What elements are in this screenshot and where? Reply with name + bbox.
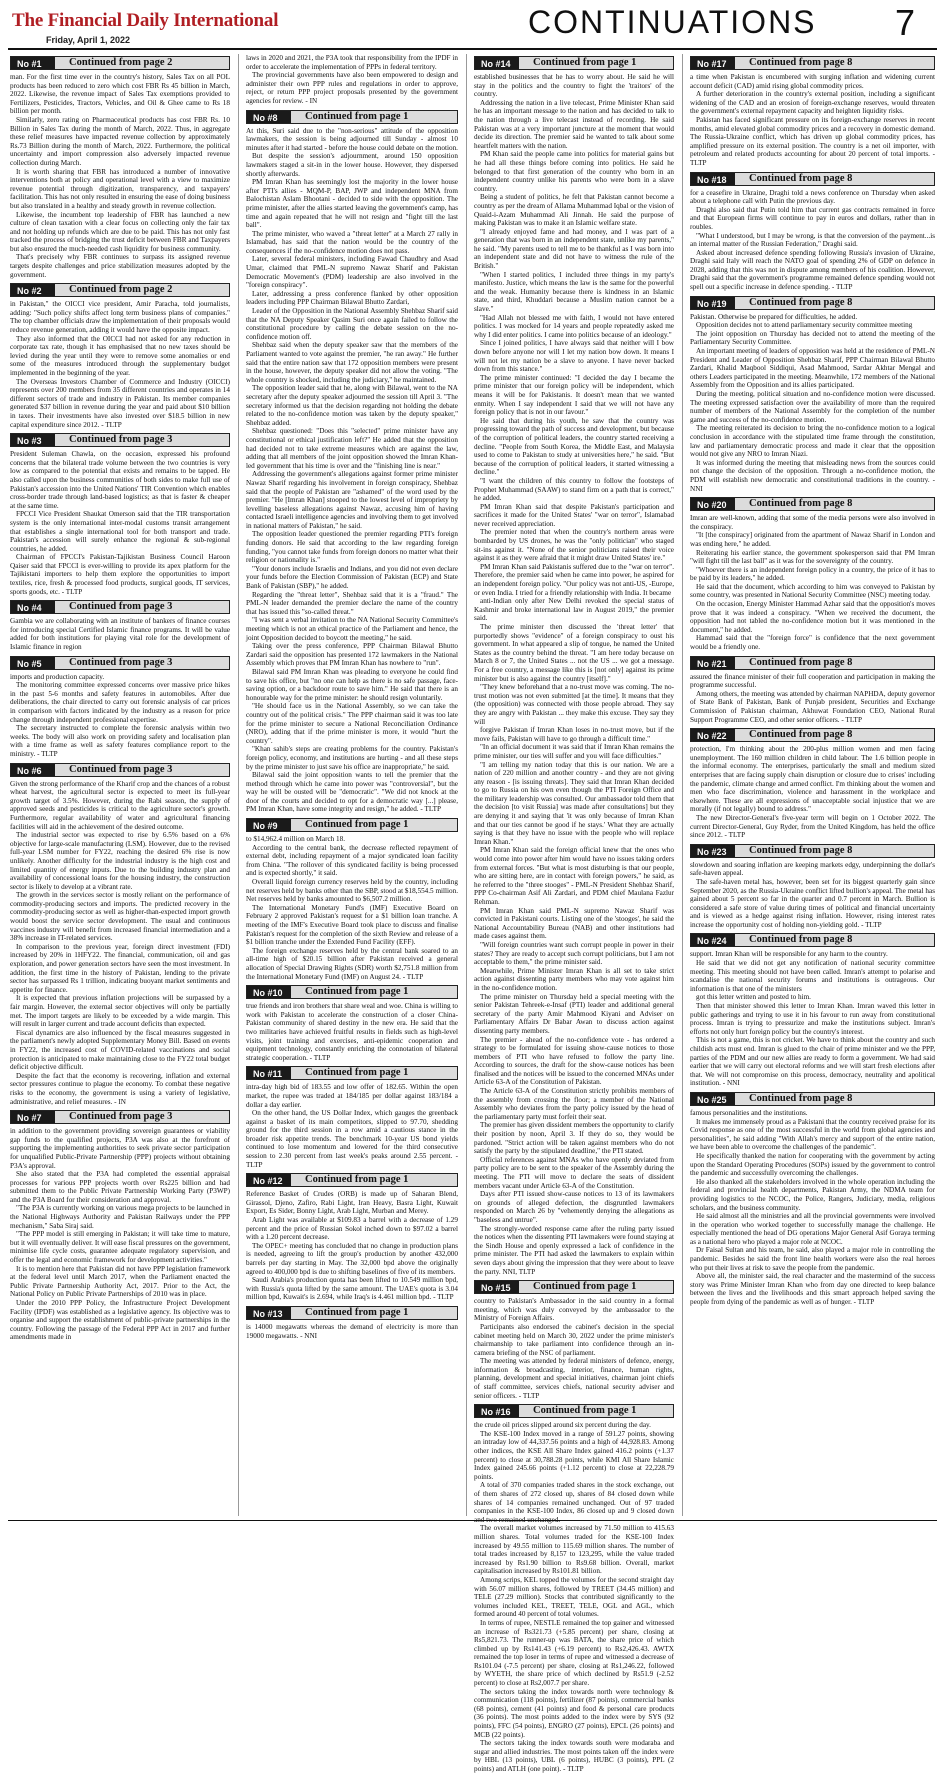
continued-from-label: Continued from page 3 (69, 763, 173, 775)
paragraph: The overall market volumes increased by 71.50 million to 415.63 million shares. Total volumes traded for the KSE-100 Index increased by 49.55 million to 115.69 million shares. The number of total trades increased by 8,157 to 123,295, while the value traded increased by Rs1.90 billion to Rs9.68 billion. Overall, market capitalisation increased by Rs101.81 billion. (474, 1524, 674, 1576)
item-body (246, 835, 458, 981)
item-body (474, 1297, 674, 1400)
item-number: No #2 (11, 284, 55, 296)
paragraph: Pakistan. Otherwise be prepared for difficulties, he added. (690, 312, 858, 321)
item-number: No #15 (475, 1281, 519, 1293)
paragraph: The new Director-General's five-year term will begin on 1 October 2022. The current Director-General, Guy Ryder, from the United Kingdom, has held the office since 2012. - TLTP (690, 813, 935, 840)
item-header (690, 296, 935, 310)
item-body (690, 1109, 935, 1307)
paragraph: He said that the document, which according to him was conveyed to Pakistan by some country, was presented in National Security Committee (NSC) meeting today. (690, 582, 935, 600)
item-header (246, 818, 458, 832)
masthead: The Financial Daily International (12, 10, 279, 31)
item-body (474, 1421, 674, 1773)
paragraph: Bilawal said the joint opposition wants to tell the premier that the method through which he came into power was "controversial", but the way he will be ousted will be "democratic". "We did not knock at the door of the courts and decided to opt for a democratic way [...] please, PM Imran Khan, have some integrity and resign," he added. - TLTP (246, 771, 458, 814)
item-number: No #23 (691, 845, 735, 857)
paragraph: The sectors taking the index towards south were modaraba and sugar and allied industries. The most points taken off the index were by HBL (13 points), UBL (6 points), HUBC (3 points), PPL (2 points) and ATLH (one point). - TLTP (474, 1739, 674, 1773)
continuation-item (246, 1066, 458, 1169)
paragraph: Addressing the government's allegations against former prime minister Nawaz Sharif regarding his involvement in foreign conspiracy, Shehbaz said that the people of Pakistan are "ashamed" of the word used by the premier. "He [Imran Khan] stooped to the lowest level of impropriety by levelling baseless allegations against Nawaz, accusing him of having contacted Israeli intelligence agencies and involving them to get involved in national matters of Pakistan," he said. (246, 470, 458, 530)
paragraph: Reference Basket of Crudes (ORB) is made up of Saharan Blend, Girassol, Djeno, Zafiro, Rabi Light, Iran Heavy, Basra Light, Kuwait Export, Es Sider, Bonny Light, Arab Light, Murban and Merey. (246, 1190, 458, 1216)
item-header (10, 56, 230, 70)
paragraph: Gambia we are collaborating with an institute of bankers of finance courses for introducing special Certified Islamic finance programs. It will be value added for both institutions for playing vital role for the development of Islamic finance in region (10, 617, 230, 652)
paragraph: protection, I'm thinking about the 200-plus million women and men facing unemployment. The 160 million children in child labour. The 1.6 billion people in the informal economy. The enterprises, particularly the small and medium sized enterprises that are facing supply chain disruption or closure due to crises' including the pandemic, climate change and armed conflict. I'm thinking about the women and men who face discrimination, violence and harassment in the workplace and elsewhere. These are all expressions of unacceptable social injustice that we are morally (if not legally) bound to address." (690, 745, 935, 814)
paragraph: support. Imran Khan will be responsible for any harm to the country. (690, 950, 888, 959)
item-body (690, 950, 935, 1088)
paragraph: President Suleman Chawla, on the occasion, expressed his profound concerns that the bilateral trade volume between the two countries is very low as compared to the potential that exists and remains to be tapped. He also called upon the business communities of both sides to make full use of Pakistan's accession into the United Nations' TIR Convention which enables cross-border trade through land-based logistics; as that is faster & cheaper at the same time. (10, 450, 230, 510)
continued-from-label: Continued from page 8 (749, 296, 853, 308)
item-header (246, 1066, 458, 1080)
continued-from-label: Continued from page 3 (69, 1111, 173, 1123)
paragraph: Shehbaz questioned: "Does this "selected" prime minister have any constitutional or ethical justification left?" He added that the opposition had decided not to take extreme measures which are against the law, adding that all members of the joint opposition showed the Imran Khan-led government that his time is over and the "finishing line is near." (246, 427, 458, 470)
continued-from-label: Continued from page 1 (533, 57, 637, 68)
paragraph: "They knew beforehand that a no-trust move was coming. The no-trust motion was not even submitted [at the time]. It means that they (the opposition) was connected with those people abroad. They say they are angry with Pakistan ... they make this excuse. They say they will (474, 683, 674, 726)
paragraph: slowdown and soaring inflation are keeping markets edgy, underpinning the dollar's safe-haven appeal. (690, 860, 935, 878)
paragraph: "In an official document it was said that if Imran Khan remains the prime minister, our ties will suffer and you will face difficulties." (474, 743, 674, 760)
item-number: No #12 (247, 1174, 291, 1186)
paragraph: The prime minister, who waved a "threat letter" at a March 27 rally in Islamabad, has said that the nation would be the country of the consequences if the no-confidence motion does not pass. (246, 229, 458, 255)
continued-from-label: Continued from page 8 (749, 172, 853, 184)
item-header (10, 600, 230, 614)
paragraph: They also informed that the OICCI had not asked for any reduction in corporate tax rate, though it has emphasised that no new taxes should be levied during the year until they were to remove some anomalies or end some of the measures introduced through the supplementary budget implemented in the beginning of the year. (10, 334, 230, 377)
continuation-item (690, 933, 935, 1088)
paragraph: The meeting reiterated its decision to bring the no-confidence motion to a logical conclusion in accordance with the stipulated time frame through the constitution, law and parliamentary democratic process and made it clear that the opposition would not give any NRO to Imran Niazi. (690, 424, 935, 459)
item-body (10, 300, 230, 429)
continuation-item (690, 497, 935, 652)
paragraph: An important meeting of leaders of opposition was held at the residence of PML-N President and Leader of Opposition Shehbaz Sharif, PPP Chairman Bilawal Bhutto Zardari, Khalid Maqbool Siddiqui, Asad Mahmood, Sardar Akhtar Mengal and others Leaders participated in the meeting. Meanwhile, 172 members of the National Assembly from the Opposition and its allies participated. (690, 347, 935, 390)
paragraph: Since I joined politics, I have always said that neither will I bow down before anyone nor will I let my nation bow down. It means I will not let my nation be a slave to anyone. I have never backed down from this stance." (474, 339, 674, 374)
item-body (690, 673, 935, 725)
item-header (690, 728, 935, 742)
paragraph: famous personalities and the institutions. (690, 1108, 808, 1117)
continuation-item (10, 763, 230, 1107)
continued-from-label: Continued from page 8 (749, 57, 853, 68)
item-header (690, 497, 935, 511)
item-header (690, 172, 935, 186)
continuation-item (246, 110, 458, 815)
paragraph: She also stated that the P3A had completed the essential appraisal processes for various PPP projects worth over Rs225 billion and had submitted them to the Public Private Partnership Working Party (P3WP) and the P3A Board for their consideration and approval. (10, 1170, 230, 1204)
paragraph: Given the strong performance of the Kharif crop and the chances of a robust wheat harvest, the agricultural sector is expected to meet its full-year growth target of 3.5%. However, during the Rabi season, the supply of approved seeds and pesticides is critical to the agriculture sector's growth. Furthermore, regular availability of water and agricultural financing facilities will aid in the achievement of the desired outcome. (10, 779, 230, 831)
paragraph: anti-Indian only after New Delhi revoked the special status of Kashmir and broke international law in August 2019," the premier said. (474, 597, 674, 623)
paragraph: Later, several federal ministers, including Fawad Chaudhry and Asad Umar, claimed that PML-N supremo Nawaz Sharif and Pakistan Democratic Movement's (PDM) leadership are also involved in the "foreign conspiracy". (246, 255, 458, 290)
item-number: No #24 (691, 934, 735, 946)
continued-from-label: Continued from page 1 (533, 1281, 637, 1293)
paragraph: "Will foreign countries want such corrupt people in power in their states? They are ready to accept such corrupt politicians, but I am not acceptable to them," the prime minister said. (474, 940, 674, 967)
item-header (690, 844, 935, 858)
column-2 (246, 54, 458, 1516)
header-rule (8, 48, 937, 50)
item-header (10, 433, 230, 447)
paragraph: He said that we did not get any notification of national security committee meeting. This meeting should not have been called. Imran's attempt to polarise and scandalise the national security forums and institutions is outrageous. Our information is that one of the ministers (690, 959, 935, 993)
page-number: 7 (894, 2, 915, 43)
item-body (10, 1127, 230, 1342)
continued-from-label: Continued from page 1 (305, 1306, 409, 1318)
continuation-item (246, 818, 458, 981)
item-body (10, 73, 230, 279)
paragraph: "What I understood, but I may be wrong, is that the conversion of the payment...is an internal matter of the Russian Federation," Draghi said. (690, 231, 935, 249)
item-body (246, 1083, 458, 1169)
paragraph: imports and production capacity. (10, 672, 105, 681)
paragraph: "It [the conspiracy] originated from the apartment of Nawaz Sharif in London and was ending here," he added. (690, 531, 935, 548)
paragraph: He said that during his youth, he saw that the country was progressing toward the path of success and development, but because of the corruption of political leaders, the country started receiving a decline. "People from South Korea, the Middle East, and Malaysia used to come to Pakistan to study at universities here," he said. "But because of the corruption of political leaders, it started witnessing a decline." (474, 416, 674, 477)
paragraph: Draghi also said that Putin told him that current gas contracts remained in force and that European firms will continue to pay in euros and dollars, rather than in roubles. (690, 205, 935, 231)
paragraph: This is not a game, this is not cricket. We have to think about the country and such childish acts must end. Imran is glued to the chair of prime minister and we the PPP, parties of the PDM and our new allies are ready to form a government. We had said earlier that we will carry out electoral reforms and we will start fresh elections after that. We will not compromise on this process, democracy, neutrality and apolitical institution. - NNI (690, 1036, 935, 1088)
paragraph: true friends and iron brothers that share weal and woe. China is willing to work with Pakistan to accelerate the construction of a closer China-Pakistan community of shared destiny in the new era. He said that the two militaries have achieved fruitful results in fields such as high-level visits, joint training and exercises, anti-epidemic cooperation and equipment technology, constantly enriching the connotation of bilateral strategic cooperation. - TLTP (246, 1002, 458, 1062)
item-number: No #4 (11, 601, 55, 613)
paragraph: On the other hand, the US Dollar Index, which gauges the greenback against a basket of its main competitors, slipped to 97.70, shedding ground for the third session in a row amid a cautious stance in the broader risk appetite trends. The benchmark 10-year US bond yields continued to lose momentum and lowered for the third consecutive session to 2.30 percent from last week's peaks around 2.55 percent. - TLTP (246, 1109, 458, 1169)
item-header (690, 56, 935, 70)
paragraph: "I am telling my nation today that this is our nation. We are a nation of 220 million and another country - and they are not giving any reason - [is issuing threats]. They said that Imran Khan decided to go to Russia on his own even though the PTI Foreign Office and the military leadership was consulted. Our ambassador told them that the decision [to visit Russia] was made after consultations] but they are denying it and saying that 'it was only because of Imran Khan and that our ties cannot be good if he stays.' What they are actually saying is that they have no issue with the people who will replace Imran Khan." (474, 760, 674, 846)
paragraph: The prime minister continued: "I decided the day I became the prime minister that our foreign policy will be independent, which means it will be for Pakistanis. It doesn't mean that we wanted enmity. When I say independent I said that we will not have any foreign policy that is not in our favour." (474, 373, 674, 417)
continued-from-label: Continued from page 3 (69, 601, 173, 613)
dateline: Friday, April 1, 2022 (46, 35, 131, 45)
paragraph: The OPEC+ meeting has concluded that no change in production plans is needed, agreeing to lift the group's production by another 432,000 barrels per day starting in May. The 32,000 bpd above the originally agreed to 400,000 bpd is due to shifting baselines of five of its members. (246, 1241, 458, 1276)
item-header (474, 1280, 674, 1294)
paragraph: got this letter written and posted to him. (696, 993, 811, 1002)
paragraph: On the occasion, Energy Minister Hammad Azhar said that the opposition's moves prove that it was indeed a conspiracy. "When we received the document, the opposition had not tabled the no-confidence motion but it was mentioned in the document," he added. (690, 600, 935, 634)
paragraph: But despite the session's adjournment, around 150 opposition lawmakers staged a sit-in in the lower house. However, they dispersed shortly afterwards. (246, 152, 458, 178)
paragraph: Dr Faisal Sultan and his team, he said, also played a major role in controlling the pandemic. Besides he said the front line health workers were also the real heroes who put their lives at risk to save the people from the pandemic. (690, 1246, 935, 1272)
continuation-item (690, 844, 935, 930)
continued-from-label: Continued from page 2 (69, 284, 173, 296)
continuation-item (690, 1092, 935, 1307)
item-body (690, 745, 935, 840)
paragraph: Asked about increased defence spending following Russia's invasion of Ukraine, Draghi said Italy will reach the NATO goal of spending 2% of GDP on defence in 2028, adding that this was not in dispute among members of his coalition. However, Draghi said that the government's programme remained defence spending would not spell out a specific increase in defence spending. - TLTP (690, 248, 935, 292)
continued-from-label: Continued from page 1 (305, 1174, 409, 1186)
paragraph: The safe-haven metal has, however, been set for its biggest quarterly gain since September 2020, as the Russia-Ukraine conflict lifted bullion's appeal. The metal has gained about 5 percent so far in the quarter and 0.7 percent in March. Bullion is considered a safe store of value during times of political and financial uncertainty and is viewed as a hedge against rising inflation. However, rising interest rates increase the opportunity cost of holding non-yielding gold. - TLTP (690, 877, 935, 929)
continuation-item (10, 56, 230, 279)
item-number: No #20 (691, 498, 735, 510)
continuation-item (10, 656, 230, 759)
paragraph: country to Pakistan's Ambassador in the said country in a formal meeting, which was duly conveyed by the ambassador to the Ministry of Foreign Affairs. (474, 1297, 674, 1323)
item-header (10, 283, 230, 297)
item-header (474, 1404, 674, 1418)
paragraph: That's precisely why FBR continues to surpass its assigned revenue targets despite challenges and price stabilization measures adopted by the government. (10, 253, 230, 279)
paragraph: Hammad said that the "foreign force" is confidence that the next government would be a friendly one. (690, 634, 935, 652)
item-body (246, 1323, 458, 1340)
continued-from-label: Continued from page 1 (305, 986, 409, 998)
paragraph: The sectors taking the index towards north were technology & communication (118 points), fertilizer (87 points), commercial banks (68 points), cement (41 points) and food & personal care products (36 points). The most points added to the index were by SYS (92 points), FFC (54 points), ENGRO (27 points), EPCL (26 points) and MCB (22 points). (474, 1687, 674, 1739)
continued-from-label: Continued from page 8 (749, 656, 853, 668)
paragraph: "I was sent a verbal invitation to the NA National Security Committee's meeting which is not an ethical practice of the Parliament and hence, the joint Opposition decided to boycott the meeting," he said. (246, 616, 458, 642)
paragraph: The Article 63-A of the Constitution strictly prohibits members of the assembly from crossing the floor; a member of the National Assembly who deviates from the party policy issued by the head of the parliamentary party must forfeit their seat. (474, 1087, 674, 1121)
paragraph: The premier noted that when the country's northern areas were bombarded by US drones, he was the "only politician" who staged sit-ins against it. "None of the senior politicians raised their voice against it as they were afraid that it might draw United States' ire." (474, 528, 674, 563)
column-3 (474, 54, 674, 1773)
paragraph: Participants also endorsed the cabinet's decision in the special cabinet meeting held on March 30, 2022 under the prime minister's chairmanship to take parliament into confidence through an in-camera briefing of the NSC of parliament. (474, 1322, 674, 1357)
item-number: No #13 (247, 1307, 291, 1319)
item-number: No #7 (11, 1111, 55, 1123)
continuation-item (10, 283, 230, 429)
continued-from-label: Continued from page 8 (749, 1092, 853, 1104)
paragraph: The premier - ahead of the no-confidence vote - has ordered a strategy to be formulated for issuing show-cause notices to those members of PTI who have refused to follow the party line. According to sources, the draft for the show-cause notices has been finalised and the notices will be issued to the concerned MNAs under Article 63-A of the Constitution of Pakistan. (474, 1035, 674, 1087)
continuation-item (246, 54, 458, 106)
continued-from-label: Continued from page 8 (749, 934, 853, 946)
paragraph: Fiscal dynamics are also influenced by the fiscal measures suggested in the parliament's newly adopted Supplementary Money Bill. Based on events in FY22, the increased cost of COVID-related vaccinations and social protection is anticipated to make maintaining close to the FY22 total budget deficit objective difficult. (10, 1028, 230, 1072)
continuation-item (10, 1110, 230, 1342)
paragraph: The prime minister then discussed the 'threat letter' that purportedly shows "evidence" of a foreign conspiracy to oust his government. In what appeared a slip of tongue, he named the United States as the country behind the threat. "I am here today because on March 8 or 7, the United States ... not the US ... we got a message. For a free country, a message like this is [not only] against its prime minister but is also against the country [itself]." (474, 623, 674, 683)
continuation-item (246, 1306, 458, 1340)
paragraph: It makes me immensely proud as a Pakistani that the country received praise for its Covid response as one of the most successful in the world from global agencies and personalities", he said adding "With Allah's mercy and support of the entire nation, we have been able to overcome the challenges of the pandemic". (690, 1117, 935, 1152)
paragraph: The provincial governments have also been empowered to design and administer their own PPP rules and regulations in order to approve, reject, or return PPP project proposals presented by the government agencies for review. - IN (246, 71, 458, 105)
paragraph: the crude oil prices slipped around six percent during the day. (474, 1421, 651, 1430)
paragraph: The opposition leader said that he, along with Bilawal, went to the NA secretary after the deputy speaker adjourned the session till April 3. "The secretary informed us that the decision regarding not holding the debate related to the no-confidence motion was taken by the deputy speaker," Shehbaz added. (246, 384, 458, 427)
column-divider (682, 54, 683, 1516)
paragraph: Addressing the nation in a live telecast, Prime Minister Khan said he has an important message to the nation and has decided to talk to the nation through a live telecast instead of recording. He said Pakistan was at a very important juncture at the moment that would decide its direction. The premier said he wanted to talk about some heartfelt matters with the nation. (474, 98, 674, 150)
paragraph: "I already enjoyed fame and had money, and I was part of a generation that was born in an independent state, unlike my parents," he said. "My parents used to tell me to be thankful as I was born into an independent state and did not have to witness the rule of the British." (474, 227, 674, 271)
continuation-item (246, 1173, 458, 1302)
paragraph: is 14000 megawatts whereas the demand of electricity is more than 19000 megawatts. - NNI (246, 1322, 458, 1340)
paragraph: The Overseas Investors Chamber of Commerce and Industry (OICCI) represents over 200 members from 35 different countries and operates in 14 different sectors of trade and industry in Pakistan. Its member companies generated $37 billion in revenue during the year and paid about $10 billion in taxes. Their investments have also invested over $18.5 billion in new capital expenditure since 2012. - TLTP (10, 377, 230, 429)
continuation-item (690, 296, 935, 493)
item-body (10, 673, 230, 759)
paragraph: The strongly-worded response came after the ruling party issued the notices when the dissenting PTI lawmakers were found staying at the Sindh House and openly expressed a lack of confidence in the prime minister. The PTI had asked the lawmakers to explain within seven days about giving the impression that they were about to leave the party. NNI, TLTP (474, 1224, 674, 1276)
item-number: No #8 (247, 111, 291, 123)
paragraph: Under the 2010 PPP Policy, the Infrastructure Project Development Facility (IPDF) was established as a legislative agency. Its objective was to organise and support the establishment of public-private partnerships in the country. Following the passage of the Federal PPP Act in 2017 and further amendments made in (10, 1299, 230, 1342)
continued-from-label: Continued from page 1 (305, 1067, 409, 1079)
paragraph: The industrial sector was expected to rise by 6.5% based on a 6% objective for large-scale manufacturing (LSM). However, due to the revised full-year LSM number for FY22, reaching the desired 6% rise is now unlikely. Another difficulty for the industrial industry is the high cost and limited quantity of energy inputs. Due to the building industry plan and availability of concessional loans for the housing industry, the construction sector is likely to develop at a vibrant rate. (10, 831, 230, 891)
item-body (690, 189, 935, 292)
paragraph: Days after PTI issued show-cause notices to 13 of its lawmakers on grounds of alleged defection, the disgruntled lawmakers responded on March 26 by "vehemently denying the allegations as "baseless and untrue". (474, 1190, 674, 1224)
paragraph: Reiterating his earlier stance, the government spokesperson said that PM Imran "will fight till the last ball" as it was for the sovereignty of the country. (690, 548, 935, 566)
paragraph: "He should face us in the National Assembly, so we can take the country out of the political crisis." The PPP chairman said it was too late for the prime minister to secure a National Reconciliation Ordinance (NRO), adding that if the prime minister is more, it would "hurt the country". (246, 702, 458, 745)
item-number: No #21 (691, 657, 735, 669)
paragraph: Shehbaz said when the deputy speaker saw that the members of the Parliament wanted to vote against the premier, "he ran away." He further said that the entire nation saw that 172 opposition members were present in the house, however, the deputy speaker did not allow the voting. "The whole country is shocked, including the judiciary," he maintained. (246, 341, 458, 384)
item-number: No #3 (11, 434, 55, 446)
continued-from-label: Continued from page 1 (533, 1405, 637, 1417)
paragraph: Chairman of FPCCI's Pakistan-Tajikistan Business Council Haroon Qaiser said that FPCCI is ever-willing to provide its apex platform for the Tajikistani importers to help them explore the opportunities to import textiles, rice, fresh & processed food products, surgical goods, IT services, sports goods, etc. - TLTP (10, 553, 230, 596)
item-header (246, 1173, 458, 1187)
item-body (690, 313, 935, 493)
paragraph: Bilawal said PM Imran Khan was pleading to everyone he could find to save his office, but "no one can help as there is no safe passage, face-saving option, or a backdoor route to save him." He said that there is an honourable way for the prime minister: he should resign voluntarily. (246, 667, 458, 702)
continued-from-label: Continued from page 2 (69, 57, 173, 68)
item-body (10, 450, 230, 596)
item-body (690, 514, 935, 652)
item-body (690, 73, 935, 168)
paragraph: PM Imran Khan said the foreign official knew that the ones who would come into power after him would have no issues taking orders from external forces. "But what is most disturbing is that our people, who are sitting here, are in contact with foreign powers," he said, as he referred to the "three stooges" - PML-N President Shehbaz Sharif, PPP Co-chairman Asif Ali Zardari, and PDM chief Maulana Fazlur Rehman. (474, 846, 674, 906)
paragraph: In terms of rupee, NESTLE remained the top gainer and witnessed an increase of Rs321.73 (+5.85 percent) per share, closing at Rs5,821.73. The runner-up was BATA, the share price of which climbed up by Rs141.43 (+6.19 percent) to Rs2,426.43. AWTX remained the top loser in terms of rupee and witnessed a decrease of Rs101.04 (-7.5 percent) per share, closing at Rs1,246.22, followed by WYETH, the share price of which declined by Rs51.9 (-2.52 percent) to close at Rs2,007.7 per share. (474, 1618, 674, 1688)
paragraph: PM Imran Khan said PML-N supremo Nawaz Sharif was convicted in Pakistani courts. Listing one of the 'stooges', he said the National Accountability Bureau (NAB) and other institutions had made cases against them. (474, 906, 674, 941)
item-header (246, 1306, 458, 1320)
continuation-item (474, 56, 674, 1276)
paragraph: It was informed during the meeting that misleading news from the sources could not change the decision of the opposition. Through a no-confidence motion, the PDM will establish new democratic and constitutional traditions in the country. - NNI (690, 458, 935, 493)
page-header (8, 2, 937, 46)
item-number: No #18 (691, 173, 735, 185)
continued-from-label: Continued from page 1 (305, 819, 409, 831)
paragraph: Taking over the press conference, PPP Chairman Bilawal Bhutto Zardari said the opposition has presented 172 lawmakers in the National Assembly which proves that PM Imran Khan has nowhere to "run". (246, 642, 458, 668)
paragraph: A further deterioration in the country's external position, including a significant widening of the CAD and an erosion of foreign-exchange reserves, would threaten the government's external repayment capacity and heighten liquidity risks. (690, 90, 935, 116)
paragraph: Likewise, the incumbent top leadership of FBR has launched a new culture of clean taxation with a clear focus on collecting only the fair tax and not holding up refunds which are due to be paid. This has not only fast tracked the process of bridging the trust deficit between FBR and Taxpayers but also ensured the much-needed cash liquidity for business community. (10, 210, 230, 253)
continuation-item (246, 985, 458, 1062)
continued-from-label: Continued from page 1 (305, 110, 409, 122)
paragraph: He specifically thanked the nation for cooperating with the government by acting upon the Standard Operating Procedures (SOPs) issued by the government to control the pandemic and successfully overcoming the challenges. (690, 1151, 935, 1178)
column-1 (10, 54, 230, 1516)
paragraph: "Had Allah not blessed me with faith, I would not have entered politics. I was mocked for 14 years and people repeatedly asked me why I did enter politics. I came into politics because of an ideology." (474, 313, 674, 339)
paragraph: The KSE-100 Index moved in a range of 591.27 points, showing an intraday low of 44,337.56 points and a high of 44,928.83. Among other indices, the KSE All Share Index gained 416.2 points (+1.37 percent) to close at 30,788.28 points, while KMI All Share Islamic Index gained 245.66 points (+1.12 percent) to close at 22,228.79 points. (474, 1429, 674, 1481)
paragraph: to $14,962.4 million on March 18. (246, 835, 346, 844)
paragraph: Similarly, zero rating on Pharmaceutical products has cost FBR Rs. 10 Billion in Sales Tax during the month of March, 2022. Thus, in aggregate these relief measures have impacted revenue collection by approximately Rs.73 Billion during the month of March, 2022. Furthermore, the political uncertainty and import compression also adversely impacted revenue collection during March. (10, 115, 230, 167)
paragraph: At this, Suri said due to the "non-serious" attitude of the opposition lawmakers, the session is being adjourned till Sunday - almost 10 minutes after it had started - before the house could debate on the motion. (246, 126, 458, 152)
paragraph: "Whoever there is an independent foreign policy in a country, the price of it has to be paid by its leaders," he added. (690, 565, 935, 583)
paragraph: The opposition leader questioned the premier regarding PTI's foreign funding donors. He said that according to the law regarding foreign funding, "you cannot take funds from foreign donors no matter what their religion or nationality is." (246, 530, 458, 565)
item-body (10, 617, 230, 651)
paragraph: He also thanked all the stakeholders involved in the whole operation including the federal and provincial health departments, Pakistan Army, the NDMA team for providing logistics to the NCOC, the Police, Rangers, Judiciary, media, religious scholars, and the business community. (690, 1177, 935, 1212)
paragraph: Meanwhile, Prime Minister Imran Khan is all set to take strict action against dissenting party members who may vote against him in the no-confidence motion. (474, 966, 674, 992)
paragraph: Among scrips, KEL topped the volumes for the second straight day with 56.07 million shares, followed by TREET (34.45 million) and TELE (27.29 million). Stocks that contributed significantly to the volumes included KEL, TREET, TELE, OGL and AGL, which formed around 40 percent of total volumes. (474, 1575, 674, 1619)
item-number: No #10 (247, 986, 291, 998)
item-number: No #9 (247, 819, 291, 831)
column-4 (690, 54, 935, 1516)
item-body (10, 780, 230, 1107)
paragraph: Saudi Arabia's production quota has been lifted to 10.549 million bpd, with Russia's quota lifted by the same amount. The UAE's quota is 3.04 million bpd, Kuwait's is 2.694, while Iraq's is 4.461 million bpd. - TLTP (246, 1276, 458, 1302)
item-body (474, 73, 674, 1276)
column-divider (238, 54, 239, 1516)
item-header (474, 56, 674, 70)
item-number: No #14 (475, 57, 519, 69)
paragraph: The International Monetary Fund's (IMF) Executive Board on February 2 approved Pakistan's request for a $1 billion loan tranche. A meeting of the IMF's Executive Board took place to discuss and finalise Pakistan's request for the completion of the sixth Review and release of a $1 billion tranche under the Extended Fund Facility (EFF). (246, 903, 458, 947)
item-number: No #16 (475, 1405, 519, 1417)
footer-rule (8, 1520, 937, 1521)
paragraph: "The PPP model is still emerging in Pakistan; it will take time to mature, but it will eventually deliver. It will ease fiscal pressures on the government, minimise life cycle costs, guarantee adequate regulatory supervision, and offer the legal and economic framework for development activities." (10, 1230, 230, 1265)
continuation-item (690, 728, 935, 840)
paragraph: forgive Pakistan if Imran Khan loses in no-trust move, but if the move fails, Pakistan will have to go through a difficult time." (474, 726, 674, 743)
paragraph: "When I started politics, I included three things in my party's manifesto. Justice, which means the law is the same for the powerful and the weak. Humanity because there is kindness in an Islamic state, and third, Khuddari because a Muslim nation cannot be a slave." (474, 270, 674, 314)
paragraph: Being a student of politics, he felt that Pakistan cannot become a country as per the dream of Allama Muhammad Iqbal or the vision of Quaid-i-Azam Muhammad Ali Jinnah. He said the purpose of making Pakistan was to make it an Islamic welfare state. (474, 193, 674, 228)
continuation-item (690, 172, 935, 292)
paragraph: According to the central bank, the decrease reflected repayment of external debt, including repayment of a major syndicated loan facility from China. "The rollover of this syndicated facility is being processed and is expected shortly," it said. (246, 843, 458, 878)
item-number: No #11 (247, 1067, 291, 1079)
section-title: CONTINUATIONS (528, 4, 817, 40)
paragraph: Pakistan has faced significant pressure on its foreign-exchange reserves in recent months, amid elevated global commodity prices and a recovery in domestic demand. The Russia-Ukraine conflict, which has driven up global commodity prices, has amplified pressure on its external position. The country is a net oil importer, with petroleum and related products accounting for about 20 percent of total imports. - TLTP (690, 115, 935, 167)
paragraph: Official references against MNAs who have openly deviated from party policy are to be sent to the speaker of the Assembly during the meeting. The PTI will move to declare the seats of dissident members vacant under Article 63-A of the Constitution. (474, 1155, 674, 1190)
item-header (690, 656, 935, 670)
paragraph: "Your donors include Israelis and Indians, and you did not even declare your funds before the Election Commission of Pakistan (ECP) and State Bank of Pakistan (SBP)," he added. (246, 564, 458, 591)
item-number: No #25 (691, 1093, 735, 1105)
paragraph: FPCCI Vice President Shaukat Omerson said that the TIR transportation system is the only international inter-modal customs transit arrangement that establishes a single international tool for both transport and trade. Pakistan's accession will surely enhance the regional & sub-regional countries, he added. (10, 510, 230, 553)
paragraph: Later, addressing a press conference flanked by other opposition leaders including PPP Chairman Bilawal Bhutto Zardari, (246, 289, 458, 307)
paragraph: The foreign exchange reserves held by the central bank soared to an all-time high of $20.15 billion after Pakistan received a general allocation of Special Drawing Rights (SDR) worth $2,751.8 million from the International Monetary Fund (IMF) on August 24. - TLTP (246, 946, 458, 981)
item-header (246, 110, 458, 124)
item-number: No #1 (11, 57, 55, 69)
continued-from-label: Continued from page 8 (749, 498, 853, 510)
item-header (690, 1092, 935, 1106)
paragraph: A total of 370 companies traded shares in the stock exchange, out of them shares of 272 closed up, shares of 84 closed down while shares of 14 companies remained unchanged. Out of 97 traded companies in the KSE-100 Index, 86 closed up and 9 closed down (474, 1481, 674, 1516)
paragraph: "Khan sahib's steps are creating problems for the country. Pakistan's foreign policy, economy, and institutions are hurting - and all these steps by the prime minister to just save his office are inappropriate," he said. (246, 745, 458, 771)
paragraph: Despite the fact that the economy is recovering, inflation and external sector pressures continue to plague the economy. To combat these negative risks to the economy, the government is using a variety of legislative, administrative, and relief measures. - IN (10, 1071, 230, 1106)
continued-from-label: Continued from page 8 (749, 729, 853, 741)
paragraph: laws in 2020 and 2021, the P3A took that responsibility from the IPDF in order to accelerate the implementation of PPPs in federal territory. (246, 54, 458, 71)
item-header (10, 656, 230, 670)
paragraph: Regarding the "threat letter", Shehbaz said that it is a "fraud." The PML-N leader demanded the premier declare the name of the country that has issued this "so-called threat." (246, 590, 458, 616)
paragraph: It is worth sharing that FBR has introduced a number of innovative interventions both at policy and operational level with a view to maximize revenue potential through digitization, transparency, and taxpayers' facilitation. This has not only resulted in ensuring the ease of doing business but also translated in a healthy and steady growth in revenue collection. (10, 167, 230, 210)
item-header (246, 985, 458, 999)
continuation-item (474, 1404, 674, 1773)
continuation-item (10, 433, 230, 596)
paragraph: "The P3A is currently working on various mega projects to be launched in the National Highways Authority and Pakistan Railways under the PPP mechanism," Saba Siraj said. (10, 1204, 230, 1230)
paragraph: PM Imran Khan said that despite Pakistan's participation and sacrifices it made for the United States' "war on terror", Islamabad never received appreciation. (474, 502, 674, 528)
item-header (690, 933, 935, 947)
paragraph: During the meeting, political situation and no-confidence motion were discussed. The meeting expressed satisfaction over the availability of more than the required number of members of the National Assembly for the completion of the number game and success of the no-confidence motion. (690, 390, 935, 424)
paragraph: in Pakistan," the OICCI vice president, Amir Paracha, told journalists, adding: "Such policy shifts affect long term business plans of companies." The top chamber officials draw the implementation of their proposals would reduce revenue generation, adding it would have the opposite impact. (10, 300, 230, 335)
paragraph: The joint opposition on Thursday has decided not to attend the meeting of the Parliamentary Security Committee. (690, 329, 935, 347)
paragraph: Then that minister showed this letter to Imran Khan. Imran waved this letter in public gatherings and trying to use it in his favour to run away from constitutional process. Imran is trying to pressurize and make the institutions subject. Imran's efforts not only hurt foreign policy but the country's interest. (690, 1002, 935, 1036)
item-number: No #5 (11, 657, 55, 669)
item-body (690, 861, 935, 930)
paragraph: Arab Light was available at $109.83 a barrel with a decrease of 1.29 percent and the price of Russian Sokol inched down to $97.02 a barrel with a 1.20 percent decrease. (246, 1216, 458, 1242)
continued-from-label: Continued from page 8 (749, 844, 853, 856)
paragraph: The prime minister on Thursday held a special meeting with the senior Pakistan Tehreek-e-Insaf (PTI) leader and additional general secretary of the party Amir Mahmood Kiyani and Adviser on Parliamentary Affairs Dr Babar Awan to discuss action against dissenting party members. (474, 992, 674, 1035)
paragraph: In comparison to the previous year, foreign direct investment (FDI) increased by 20% in 1HFY22. The financial, communication, oil and gas exploration, and power generation sectors have seen the most investment. In addition, the first time in the history of Pakistan, lending to the private sector has surpassed Rs 1 trillion, indicating buoyant market sentiments and appetite for finance. (10, 942, 230, 994)
item-body (246, 54, 458, 106)
paragraph: assured the finance minister of their full cooperation and participation in making the programme successful. (690, 672, 935, 690)
paragraph: It is expected that previous inflation projections will be surpassed by a fair margin. However, the external sector objectives will only be partially met. The import targets are likely to be exceeded by a wide margin. This will result in larger current and trade account deficits than expected. (10, 994, 230, 1029)
continued-from-label: Continued from page 3 (69, 656, 173, 668)
paragraph: PM Khan said the people came into politics for material gains but he had all these things before coming into politics. He said he belonged to that first generation of the country who born in an independent country unlike his parents who were born in a slave country. (474, 150, 674, 193)
paragraph: in addition to the government providing sovereign guarantees or viability gap funds to the qualified projects, P3A was also at the forefront of supporting the implementing authorities to seek private sector participation for unqualified Public-Private Partnership (PPP) projects without obtaining P3A's approval. (10, 1127, 230, 1170)
paragraph: intra-day high bid of 183.55 and low offer of 182.65. Within the open market, the rupee was traded at 184/185 per dollar against 183/184 a dollar a day earlier. (246, 1083, 458, 1109)
paragraph: PM Imran Khan has seemingly lost the majority in the lower house after PTI's allies - MQM-P, BAP, JWP and independent MNA from Balochistan Aslam Bhootani - decided to side with the opposition. The prime minister, after the allies started leaving the government's camp, has time and again repeated that he will not resign and "fight till the last ball". (246, 178, 458, 230)
paragraph: The growth in the services sector is mostly reliant on the performance of commodity-producing sectors and imports. The predicted recovery in the commodity-producing sector as well as higher-than-expected import growth would boost the service sector development. The usual and continuous vaccines industry will benefit from increased financial intermediation and a 38% increase in IT-related services. (10, 891, 230, 943)
paragraph: The secretary instructed to complete the forensic analysis within two weeks. The body will also work on providing safety and localisation plan with a time frame as well as safety features compliance report to the ministry. - TLTP (10, 724, 230, 758)
paragraph: PM Imran Khan said Pakistanis suffered due to the "war on terror". Therefore, the premier said when he came into power, he aspired for an independent foreign policy. "Our policy was not anti-US, -Europe, or even India. I tried for a friendly relationship with India. It became (474, 562, 674, 597)
paragraph: The monitoring committee expressed concerns over massive price hikes in the past 5-6 months and safety features in automobiles. After due deliberations, the chair directed to carry out forensic analysis of car prices in comparison with factors indicated by the industry as a reason for price change through independent professional expertise. (10, 681, 230, 724)
paragraph: a time when Pakistan is encumbered with surging inflation and widening current account deficit (CAD) amid rising global commodity prices. (690, 73, 935, 90)
item-header (10, 1110, 230, 1124)
paragraph: Overall liquid foreign currency reserves held by the country, including net reserves held by banks other than the SBP, stood at $18,554.5 million. Net reserves held by banks amounted to $6,507.2 million. (246, 878, 459, 904)
paragraph: "I want the children of this country to follow the footsteps of Prophet Muhammad (SAAW) to stand firm on a path that is correct," he added. (474, 476, 674, 503)
paragraph: Among others, the meeting was attended by chairman NAPHDA, deputy governor of State Bank of Pakistan, Bank of Punjab president, Securities and Exchange Commission of Pakistan chairman, Akhuwat Foundation CEO, National Rural Support Programme CEO, and other senior officers. - TLTP (690, 689, 935, 724)
continuation-item (690, 56, 935, 168)
continued-from-label: Continued from page 3 (69, 434, 173, 446)
item-body (246, 127, 458, 815)
paragraph: The premier has given dissident members the opportunity to clarify their position by noon, April 3. If they do so, they would be pardoned. "Strict action will be taken against members who do not satisfy the party by the stipulated deadline," the PTI stated. (474, 1121, 674, 1156)
continuation-item (474, 1280, 674, 1400)
column-divider (466, 54, 467, 1516)
item-number: No #17 (691, 57, 735, 69)
paragraph: for a ceasefire in Ukraine, Draghi told a news conference on Thursday when asked about a telephone call with Putin the previous day. (690, 188, 935, 206)
continuation-item (690, 656, 935, 725)
item-body (246, 1002, 458, 1062)
paragraph: The meeting was attended by federal ministers of defence, energy, information & broadcasting, interior, finance, human rights, planning, development and special initiatives, chairman joint chiefs of staff committee, services chiefs, national security adviser and senior officers. - TLTP (474, 1357, 674, 1400)
item-header (10, 763, 230, 777)
item-body (246, 1190, 458, 1302)
paragraph: He said almost all the ministries and all the provincial governments were involved in the operation who worked together to successfully manage the challenge. He especially mentioned the head of DG operations Major General Asif Goraya terming as a national hero who played a major role at NCOC. (690, 1212, 935, 1246)
continuation-item (10, 600, 230, 651)
paragraph: Leader of the Opposition in the National Assembly Shehbaz Sharif said that the NA Deputy Speaker Qasim Suri once again failed to follow the constitutional procedure by calling the debate session on the no-confidence motion off. (246, 307, 458, 341)
paragraph: It is to mention here that Pakistan did not have PPP legislation framework at the federal level until March 2017, when the Parliament enacted the Public Private Partnership Authority Act, 2017. Prior to the Act, the National Policy on Public Private Partnerships of 2010 was in place. (10, 1264, 230, 1299)
paragraph: Opposition decides not to attend parliamentary security committee meeting (696, 321, 913, 330)
item-number: No #6 (11, 764, 55, 776)
paragraph: Above all, the minister said, the real character and the mastermind of the success story was Prime Minister Imran Khan who from day one directed to keep balance between the lives and the livelihoods and this smart approach helped saving the people from dying of the pandemic as well as of hunger. - TLTP (690, 1272, 935, 1307)
item-number: No #19 (691, 297, 735, 309)
paragraph: Imran are well-known, adding that some of the media persons were also involved in the conspiracy. (690, 514, 935, 531)
paragraph: man. For the first time ever in the country's history, Sales Tax on all POL products has been reduced to zero which cost FBR Rs 45 billion in March, 2022. Likewise, the revenue impact of Sales Tax exemptions provided to Fertilizers, Pesticides, Tractors, Vehicles, and Oil & Ghee came to Rs 18 billion per month. (10, 73, 230, 116)
paragraph: established businesses that he has to worry about. He said he will stay in the politics and the country to fight the 'traitors' of the country. (474, 73, 674, 99)
item-number: No #22 (691, 729, 735, 741)
